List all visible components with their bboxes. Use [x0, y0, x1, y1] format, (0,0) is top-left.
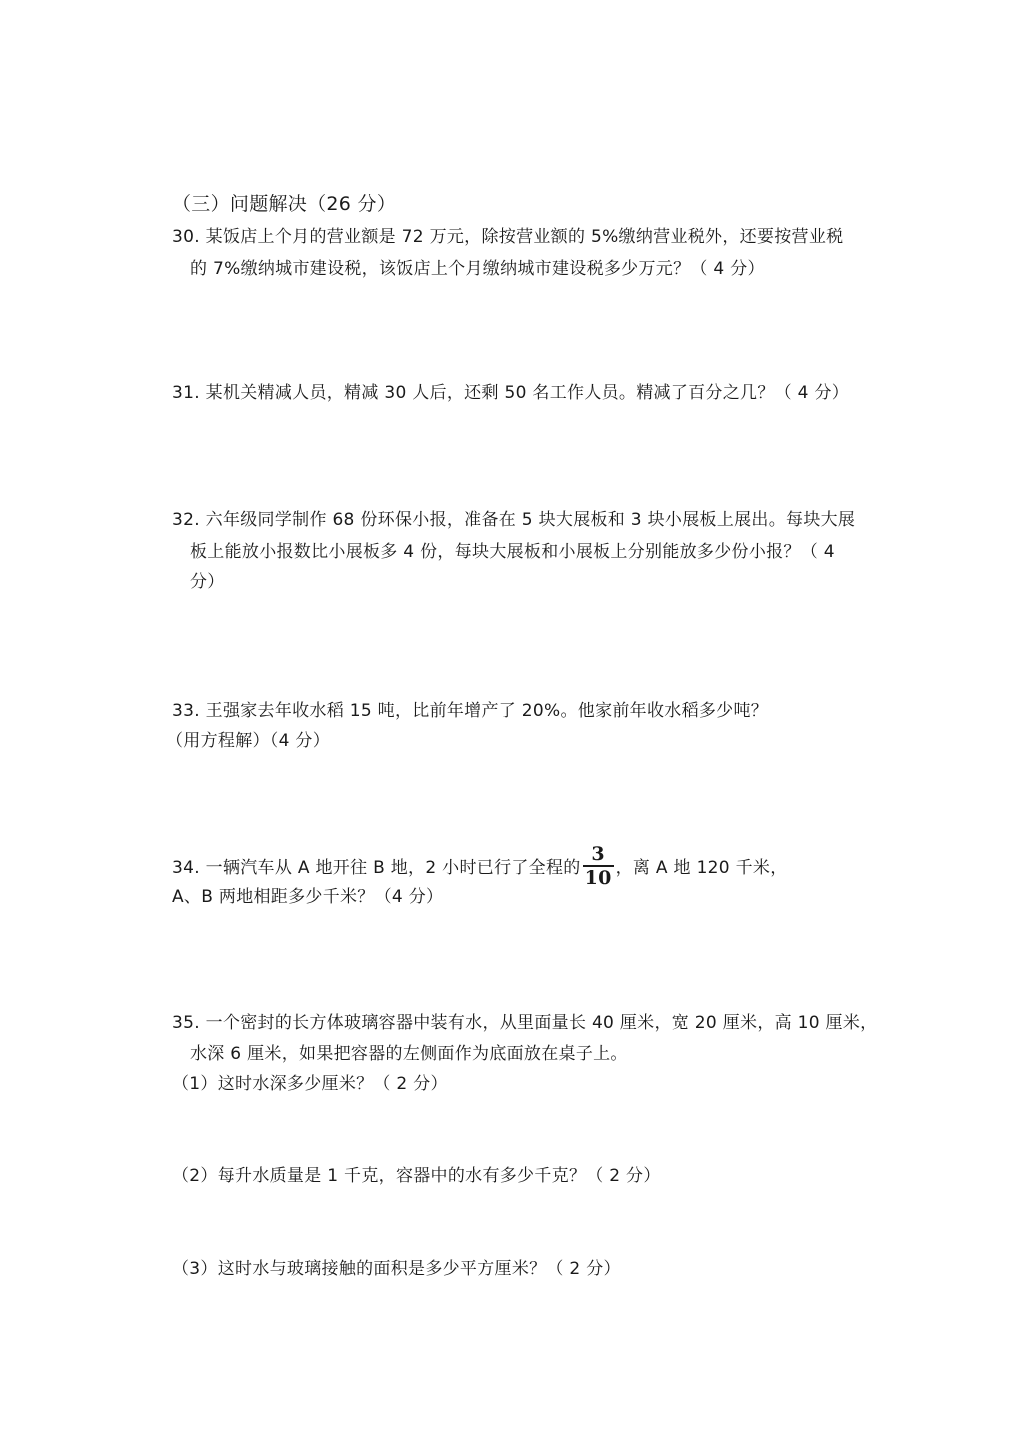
section-heading: （三）问题解决（26 分）: [172, 193, 397, 215]
fraction-three-tenths: [583, 844, 614, 888]
question-32-line-1: 32. 六年级同学制作 68 份环保小报，准备在 5 块大展板和 3 块小展板上展出。每块大展: [172, 510, 856, 530]
fraction-denominator: 10: [584, 867, 612, 889]
question-35-sub-2: （2）每升水质量是 1 千克，容器中的水有多少千克？（ 2 分）: [172, 1166, 661, 1186]
question-34-line-2: A、B 两地相距多少千米？（4 分）: [172, 887, 444, 907]
question-33-line-2: （用方程解）（4 分）: [166, 731, 331, 751]
question-35-line-2: 水深 6 厘米，如果把容器的左侧面作为底面放在桌子上。: [190, 1044, 628, 1064]
question-35-sub-3: （3）这时水与玻璃接触的面积是多少平方厘米？（ 2 分）: [172, 1259, 621, 1279]
question-33-line-1: 33. 王强家去年收水稻 15 吨，比前年增产了 20%。他家前年收水稻多少吨？: [172, 701, 769, 721]
question-35-sub-1: （1）这时水深多少厘米？（ 2 分）: [172, 1074, 448, 1094]
question-34-text-before-fraction: 34. 一辆汽车从 A 地开往 B 地，2 小时已行了全程的: [172, 858, 581, 878]
question-32-line-3: 分）: [190, 572, 225, 592]
question-34-line-1: [172, 845, 788, 891]
question-35-line-1: 35. 一个密封的长方体玻璃容器中装有水，从里面量长 40 厘米，宽 20 厘米，高 10 厘米，: [172, 1013, 878, 1033]
question-32-line-2: 板上能放小报数比小展板多 4 份，每块大展板和小展板上分别能放多少份小报？（ 4: [190, 542, 835, 562]
question-30-line-1: 30. 某饭店上个月的营业额是 72 万元，除按营业额的 5%缴纳营业税外，还要按营业税: [172, 227, 844, 247]
question-30-line-2: 的 7%缴纳城市建设税，该饭店上个月缴纳城市建设税多少万元？（ 4 分）: [190, 259, 765, 279]
fraction-numerator: 3: [591, 843, 605, 865]
question-31-line-1: 31. 某机关精减人员，精减 30 人后，还剩 50 名工作人员。精减了百分之几？（ 4 分）: [172, 383, 850, 403]
question-34-text-after-fraction: ，离 A 地 120 千米，: [615, 858, 788, 878]
